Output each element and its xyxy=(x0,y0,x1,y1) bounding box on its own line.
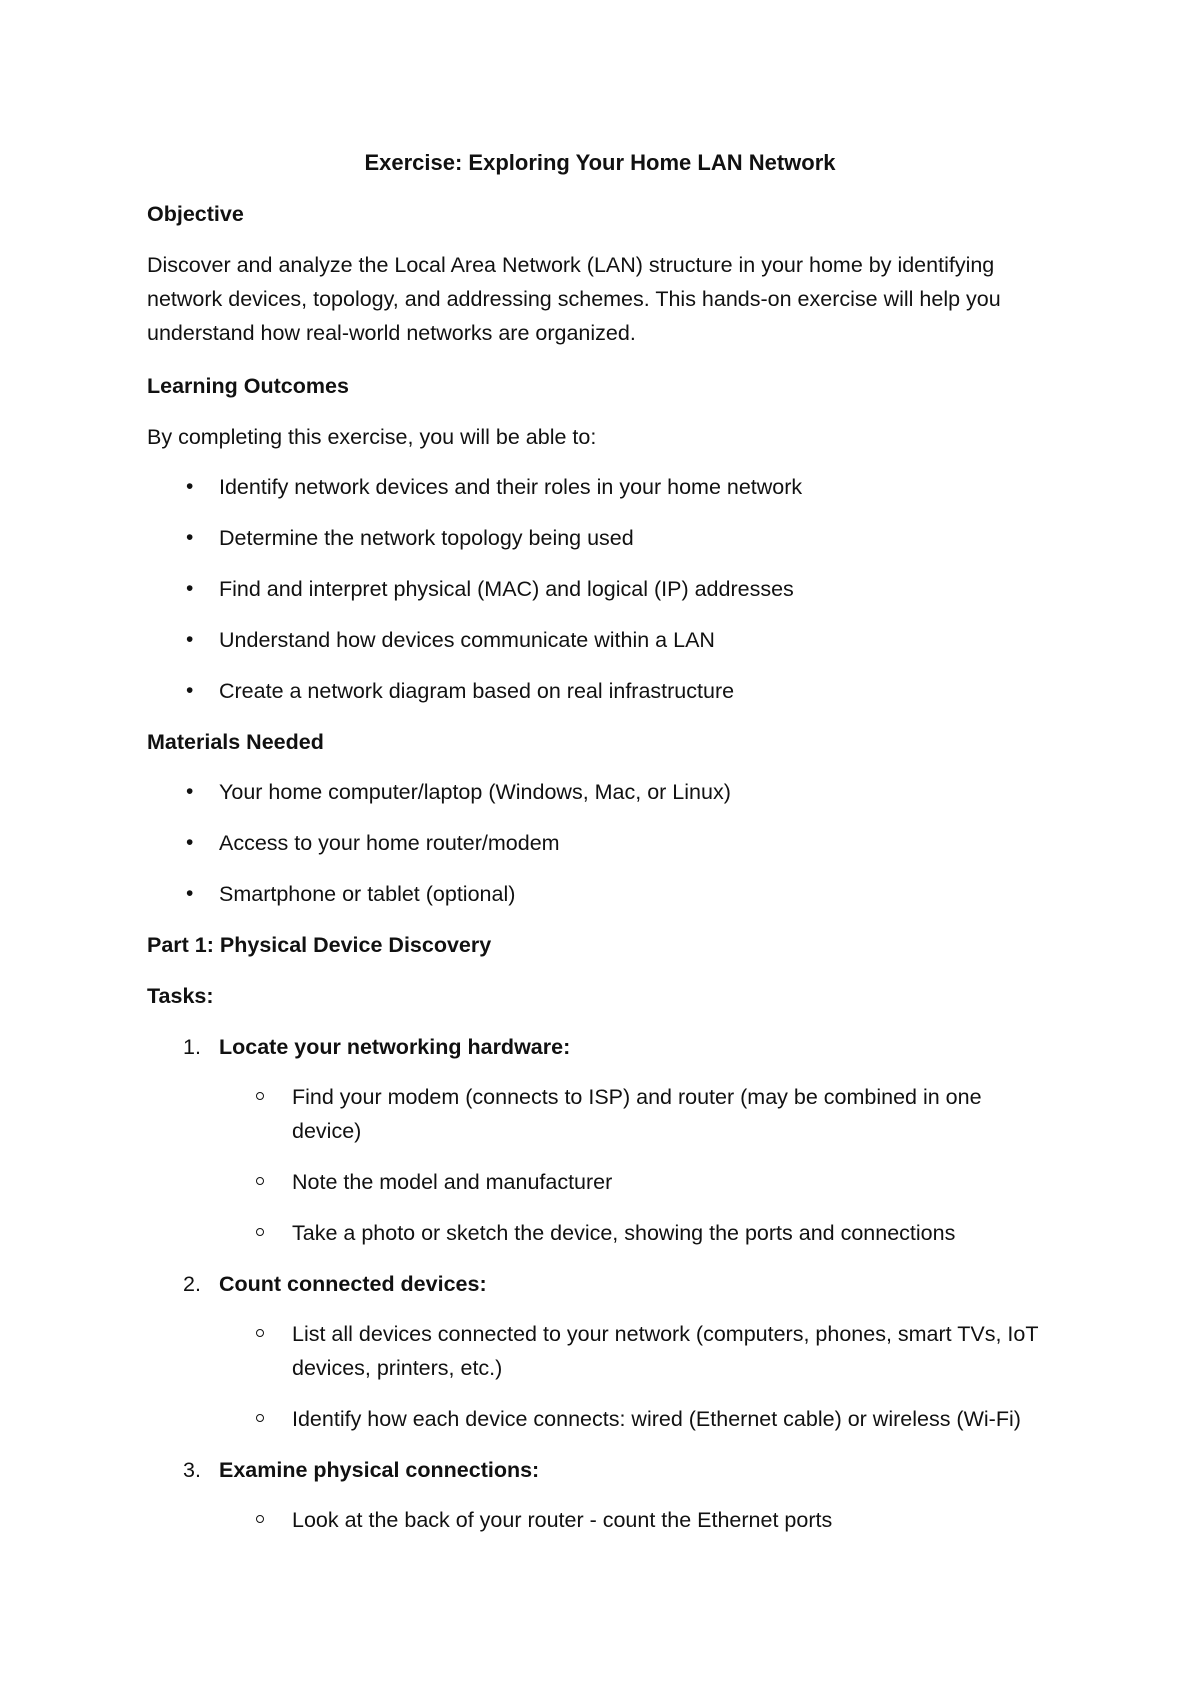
objective-line-2: network devices, topology, and addressing schemes. This hands-on exercise will help you xyxy=(147,287,1001,311)
list-item: Your home computer/laptop (Windows, Mac, or Linux) xyxy=(219,780,731,804)
sub-item: Look at the back of your router - count the Ethernet ports xyxy=(292,1508,833,1532)
list-item: Create a network diagram based on real infrastructure xyxy=(219,679,735,703)
bullet-icon: • xyxy=(186,882,194,905)
list-item: Access to your home router/modem xyxy=(219,831,560,855)
list-item: Identify network devices and their roles in your home network xyxy=(219,475,803,499)
task-number: 2. xyxy=(183,1272,201,1296)
page-title: Exercise: Exploring Your Home LAN Network xyxy=(364,150,836,175)
circle-bullet-icon xyxy=(256,1414,264,1422)
sub-item: Note the model and manufacturer xyxy=(292,1170,613,1194)
circle-bullet-icon xyxy=(256,1177,264,1185)
sub-item: Find your modem (connects to ISP) and router (may be combined in one xyxy=(292,1085,982,1109)
circle-bullet-icon xyxy=(256,1228,264,1236)
part1-heading: Part 1: Physical Device Discovery xyxy=(147,933,492,957)
bullet-icon: • xyxy=(186,475,194,498)
materials-heading: Materials Needed xyxy=(147,730,324,754)
bullet-icon: • xyxy=(186,628,194,651)
task-title: Count connected devices: xyxy=(219,1272,487,1296)
bullet-icon: • xyxy=(186,526,194,549)
sub-item-continuation: device) xyxy=(292,1119,362,1143)
sub-item: Identify how each device connects: wired (Ethernet cable) or wireless (Wi-Fi) xyxy=(292,1407,1021,1431)
bullet-icon: • xyxy=(186,780,194,803)
objective-heading: Objective xyxy=(147,202,244,226)
bullet-icon: • xyxy=(186,831,194,854)
task-title: Examine physical connections: xyxy=(219,1458,540,1482)
bullet-icon: • xyxy=(186,577,194,600)
circle-bullet-icon xyxy=(256,1329,264,1337)
list-item: Determine the network topology being used xyxy=(219,526,634,550)
objective-line-1: Discover and analyze the Local Area Network (LAN) structure in your home by identifying xyxy=(147,253,995,277)
task-number: 3. xyxy=(183,1458,201,1482)
sub-item: List all devices connected to your network (computers, phones, smart TVs, IoT xyxy=(292,1322,1039,1346)
sub-item: Take a photo or sketch the device, showing the ports and connections xyxy=(292,1221,956,1245)
list-item: Find and interpret physical (MAC) and logical (IP) addresses xyxy=(219,577,794,601)
sub-item-continuation: devices, printers, etc.) xyxy=(292,1356,503,1380)
circle-bullet-icon xyxy=(256,1515,264,1523)
learning-outcomes-intro: By completing this exercise, you will be able to: xyxy=(147,425,597,449)
bullet-icon: • xyxy=(186,679,194,702)
task-title: Locate your networking hardware: xyxy=(219,1035,571,1059)
list-item: Understand how devices communicate within a LAN xyxy=(219,628,715,652)
circle-bullet-icon xyxy=(256,1092,264,1100)
learning-outcomes-heading: Learning Outcomes xyxy=(147,374,349,398)
objective-line-3: understand how real-world networks are organized. xyxy=(147,321,636,345)
tasks-label: Tasks: xyxy=(147,984,214,1008)
task-number: 1. xyxy=(183,1035,201,1059)
list-item: Smartphone or tablet (optional) xyxy=(219,882,516,906)
